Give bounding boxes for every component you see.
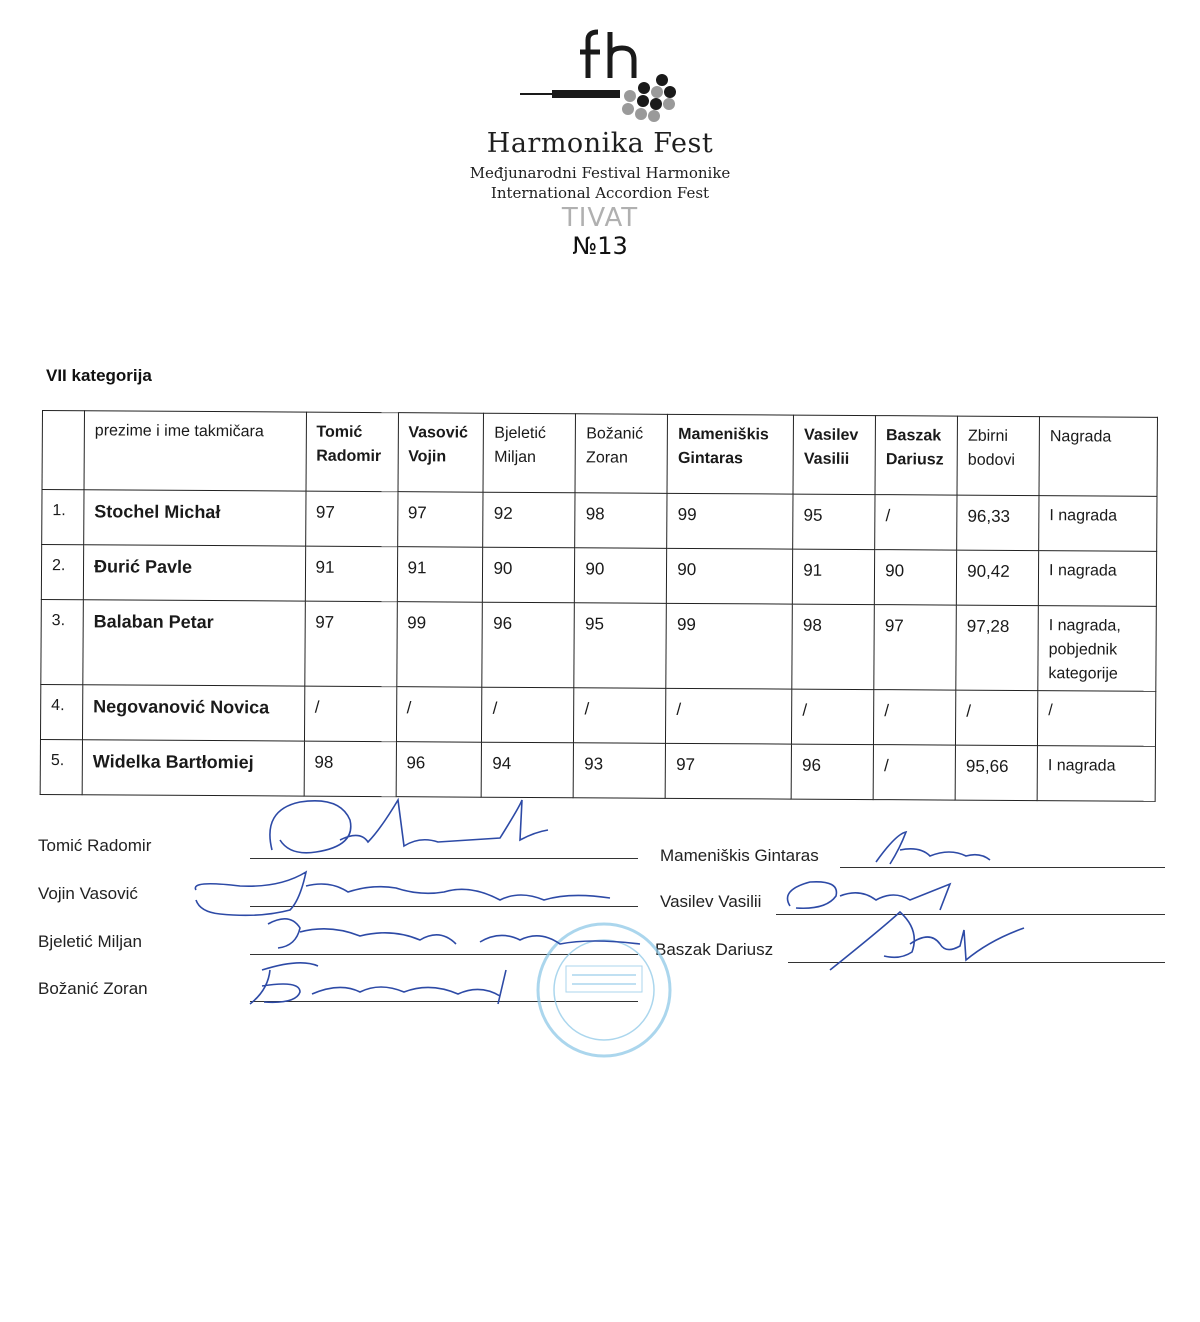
row-rank: 5. [40, 739, 82, 794]
signature-label-tomic: Tomić Radomir [38, 836, 152, 855]
row-competitor-name: Đurić Pavle [83, 545, 305, 601]
row-award: I nagrada, pobjednik kategorije [1038, 606, 1156, 692]
row-score: 99 [667, 493, 793, 549]
row-total: 97,28 [956, 605, 1038, 690]
festival-subtitle-english: International Accordion Fest [490, 184, 710, 202]
row-score: / [396, 687, 482, 743]
header-juror-bjeletic: Bjeletić Miljan [483, 413, 575, 493]
row-score: 97 [665, 743, 791, 799]
row-score: 91 [305, 546, 397, 602]
signature-mameniskis [876, 832, 990, 864]
row-score: 91 [397, 547, 483, 603]
official-stamp [538, 924, 670, 1056]
row-score: 90 [575, 548, 667, 604]
row-total: 95,66 [955, 745, 1037, 800]
row-score: / [874, 690, 956, 745]
festival-edition: №13 [572, 232, 628, 260]
row-score: 93 [574, 743, 666, 799]
header-number [42, 411, 84, 490]
row-score: 96 [396, 742, 482, 798]
table-row [41, 545, 1156, 607]
row-score: / [875, 495, 957, 550]
signature-label-mameniskis: Mameniškis Gintaras [660, 846, 819, 865]
signature-tomic [270, 800, 548, 853]
header-juror-baszak: Baszak Dariusz [875, 416, 957, 495]
row-competitor-name: Negovanović Novica [82, 685, 304, 741]
row-score: 90 [483, 547, 575, 603]
signature-vasilev [788, 882, 951, 910]
row-score: / [666, 688, 792, 744]
header-juror-bozanic: Božanić Zoran [575, 414, 667, 494]
row-total: / [956, 690, 1038, 745]
row-score: 98 [792, 604, 874, 689]
category-title: VII kategorija [46, 366, 152, 385]
row-award: I nagrada [1037, 746, 1155, 802]
handwritten-signatures [0, 780, 1200, 1080]
festival-city: TIVAT [561, 203, 639, 233]
harmonika-fest-logo [516, 28, 686, 123]
row-score: 97 [397, 492, 483, 548]
header-juror-vasovic: Vasović Vojin [398, 413, 484, 493]
row-score: / [482, 687, 574, 743]
signature-label-bjeletic: Bjeletić Miljan [38, 932, 142, 951]
row-competitor-name: Stochel Michał [84, 490, 306, 546]
row-total: 90,42 [956, 550, 1038, 605]
table-row [41, 599, 1156, 691]
row-rank: 2. [41, 545, 83, 600]
festival-title: Harmonika Fest [486, 128, 714, 159]
row-award: I nagrada [1038, 551, 1156, 607]
header-juror-tomic: Tomić Radomir [306, 412, 398, 492]
signature-label-vasovic: Vojin Vasović [38, 884, 138, 903]
row-score: 95 [793, 494, 875, 549]
row-score: / [792, 689, 874, 744]
row-score: 95 [574, 603, 666, 689]
table-row [40, 684, 1155, 746]
row-score: 92 [483, 492, 575, 548]
row-score: 99 [396, 602, 482, 688]
row-score: 99 [666, 603, 792, 689]
festival-subtitle-local: Međjunarodni Festival Harmonike [469, 164, 731, 182]
signature-baszak [830, 912, 1024, 970]
row-score: 90 [667, 548, 793, 604]
signature-label-baszak: Baszak Dariusz [655, 940, 774, 959]
table-row [42, 490, 1157, 552]
row-award: / [1038, 691, 1156, 747]
row-competitor-name: Balaban Petar [83, 600, 305, 686]
row-total: 96,33 [957, 495, 1039, 550]
header-competitor: prezime i ime takmičara [84, 411, 306, 491]
table-header-row [42, 411, 1157, 497]
row-score: / [304, 686, 396, 742]
row-score: 97 [304, 601, 396, 687]
row-score: 96 [482, 602, 574, 688]
row-score: 98 [304, 741, 396, 797]
row-score: 90 [874, 550, 956, 605]
row-score: 97 [305, 491, 397, 547]
results-table [40, 410, 1158, 802]
row-score: / [574, 688, 666, 744]
header-total-points: Zbirni bodovi [957, 416, 1039, 495]
row-rank: 3. [41, 599, 83, 684]
header-juror-mameniskis: Mameniškis Gintaras [667, 414, 793, 494]
header-award: Nagrada [1039, 417, 1157, 497]
signature-vasovic [195, 872, 610, 915]
row-score: 97 [874, 605, 956, 690]
signature-label-vasilev: Vasilev Vasilii [660, 892, 762, 911]
row-award: I nagrada [1039, 496, 1157, 552]
row-score: 91 [793, 549, 875, 604]
header-juror-vasilev: Vasilev Vasilii [793, 415, 875, 494]
row-score: 98 [575, 493, 667, 549]
row-score: 94 [482, 742, 574, 798]
row-rank: 4. [40, 684, 82, 739]
row-competitor-name: Widelka Bartłomiej [82, 740, 304, 796]
signature-bozanic [250, 963, 506, 1004]
signature-label-bozanic: Božanić Zoran [38, 979, 148, 998]
row-score: / [873, 745, 955, 800]
row-score: 96 [791, 744, 873, 799]
row-rank: 1. [42, 490, 84, 545]
